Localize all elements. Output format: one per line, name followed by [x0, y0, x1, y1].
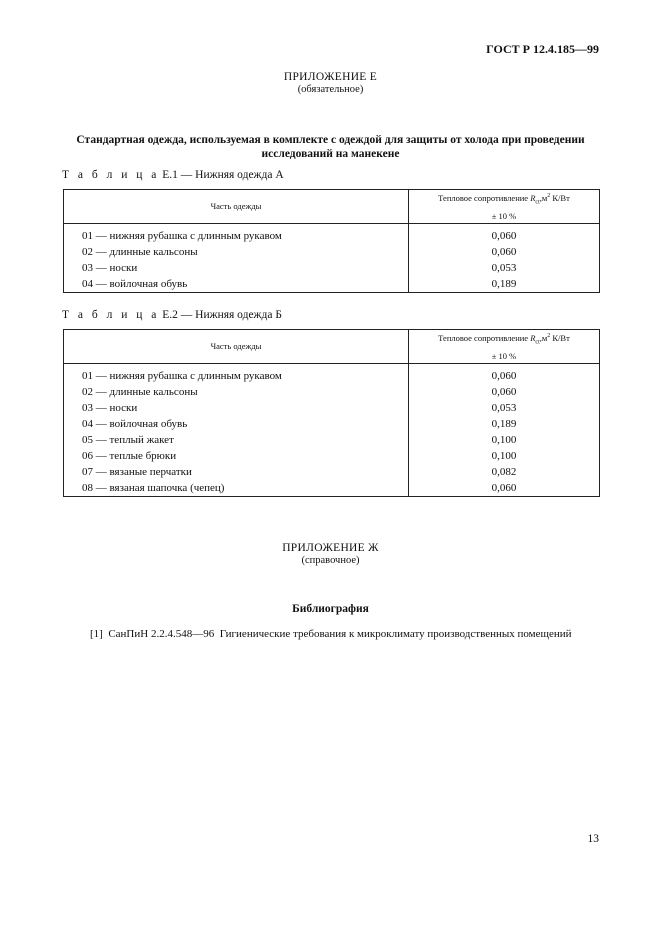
table-row	[64, 432, 600, 448]
col2-header-r: R	[530, 333, 536, 344]
table-row	[64, 448, 600, 464]
row-name: 01 — нижняя рубашка с длинным рукавом	[64, 228, 409, 244]
page-number: 13	[587, 833, 599, 845]
row-name: 03 — носки	[64, 400, 409, 416]
row-value: 0,060	[409, 244, 600, 260]
table-e1-header-row	[64, 190, 600, 224]
table-e2-col1-header: Часть одежды	[64, 330, 409, 364]
bibliography-entry-text: СанПиН 2.2.4.548—96 Гигиенические требования к микроклимату производственных помещений	[108, 628, 572, 640]
row-value: 0,060	[409, 384, 600, 400]
bibliography-title: Библиография	[292, 603, 369, 615]
table-e1-col2-header	[409, 190, 600, 224]
table-e2-caption	[62, 309, 282, 321]
table-e2	[63, 329, 600, 497]
row-name: 06 — теплые брюки	[64, 448, 409, 464]
table-row	[64, 480, 600, 497]
appendix-zh-title: ПРИЛОЖЕНИЕ Ж	[282, 542, 379, 554]
col2-header-sub: ct	[535, 339, 540, 346]
appendix-e-title: ПРИЛОЖЕНИЕ Е	[283, 71, 378, 83]
col2-header-sup: 2	[547, 333, 551, 340]
table-row	[64, 228, 600, 244]
table-e1-caption-word: Т а б л и ц а	[62, 169, 160, 181]
table-row	[64, 400, 600, 416]
row-value: 0,082	[409, 464, 600, 480]
appendix-e-heading-line1: Стандартная одежда, используемая в комплекте с одеждой для защиты от холода при проведении	[76, 134, 585, 146]
row-name: 04 — войлочная обувь	[64, 416, 409, 432]
table-e2-caption-word: Т а б л и ц а	[62, 309, 160, 321]
row-name: 03 — носки	[64, 260, 409, 276]
row-name: 08 — вязаная шапочка (чепец)	[64, 480, 409, 497]
col2-header-line2: ± 10 %	[491, 210, 517, 221]
table-row	[64, 416, 600, 432]
col2-header-unit: ,м	[539, 333, 548, 344]
table-e1	[63, 189, 600, 293]
table-e2-caption-rest: Е.2 — Нижняя одежда Б	[159, 309, 282, 321]
appendix-e-subtitle: (обязательное)	[297, 84, 364, 95]
row-name: 05 — теплый жакет	[64, 432, 409, 448]
table-row	[64, 244, 600, 260]
row-name: 02 — длинные кальсоны	[64, 244, 409, 260]
bibliography-entry-num: [1]	[90, 628, 103, 640]
appendix-e-heading	[0, 133, 661, 161]
table-e2-header-row	[64, 330, 600, 364]
table-row	[64, 464, 600, 480]
table-e2-col2-header	[409, 330, 600, 364]
row-name: 07 — вязаные перчатки	[64, 464, 409, 480]
col2-header-unit: ,м	[539, 193, 548, 204]
bibliography-entry	[90, 628, 572, 640]
row-value: 0,060	[409, 368, 600, 384]
row-name: 04 — войлочная обувь	[64, 276, 409, 293]
row-value: 0,060	[409, 480, 600, 497]
table-e1-caption-rest: Е.1 — Нижняя одежда А	[159, 169, 284, 181]
row-value: 0,189	[409, 276, 600, 293]
row-value: 0,189	[409, 416, 600, 432]
appendix-zh-subtitle: (справочное)	[301, 555, 360, 566]
document-code: ГОСТ Р 12.4.185—99	[486, 42, 599, 56]
table-row	[64, 260, 600, 276]
col2-header-line2: ± 10 %	[491, 350, 517, 361]
row-name: 01 — нижняя рубашка с длинным рукавом	[64, 368, 409, 384]
col2-header-pre: Тепловое сопротивление	[438, 333, 531, 344]
col2-header-r: R	[530, 193, 536, 204]
col2-header-post: К/Вт	[550, 333, 570, 344]
table-row	[64, 368, 600, 384]
row-value: 0,053	[409, 400, 600, 416]
col2-header-sup: 2	[547, 193, 551, 200]
col2-header-pre: Тепловое сопротивление	[438, 193, 531, 204]
row-name: 02 — длинные кальсоны	[64, 384, 409, 400]
row-value: 0,100	[409, 448, 600, 464]
appendix-e-heading-line2: исследований на манекене	[261, 148, 400, 160]
row-value: 0,060	[409, 228, 600, 244]
row-value: 0,053	[409, 260, 600, 276]
row-value: 0,100	[409, 432, 600, 448]
col2-header-post: К/Вт	[550, 193, 570, 204]
table-row	[64, 276, 600, 293]
col2-header-sub: ct	[535, 199, 540, 206]
table-e1-caption	[62, 169, 284, 181]
table-row	[64, 384, 600, 400]
table-e1-col1-header: Часть одежды	[64, 190, 409, 224]
